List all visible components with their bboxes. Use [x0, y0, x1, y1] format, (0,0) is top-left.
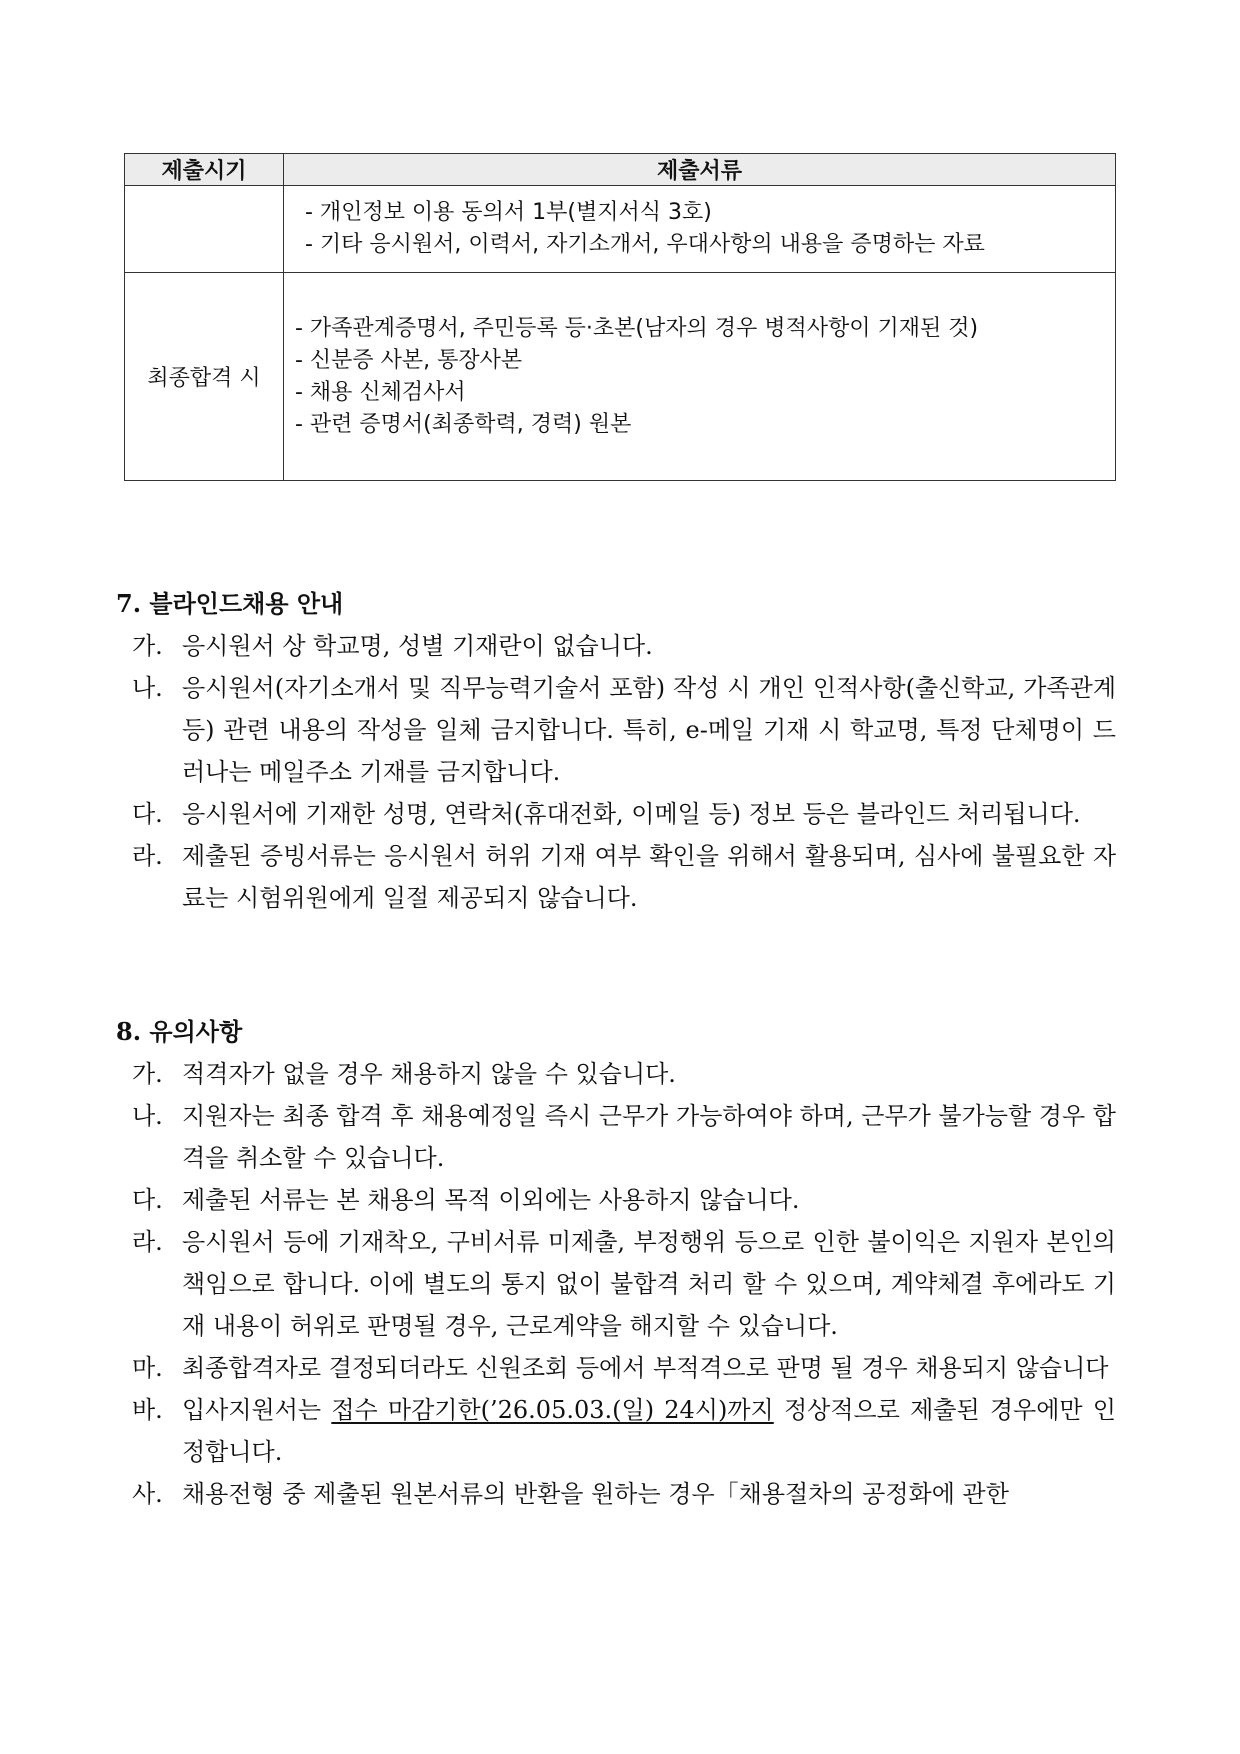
item-label: 다. [132, 800, 163, 828]
list-item [116, 793, 1116, 835]
document-item: - 관련 증명서(최종학력, 경력) 원본 [295, 411, 632, 437]
document-item: - 채용 신체검사서 [295, 379, 466, 405]
list-item [116, 1221, 1116, 1347]
row-document-list [284, 186, 1116, 273]
item-text: 응시원서(자기소개서 및 직무능력기술서 포함) 작성 시 개인 인적사항(출신학교, 가족관계 등) 관련 내용의 작성을 일체 금지합니다. 특히, e-메일 기재 시 학교명, 특정 단체명이 드러나는 메일주소 기재를 금지합니다. [182, 674, 1116, 786]
item-text: 지원자는 최종 합격 후 채용예정일 즉시 근무가 가능하여야 하며, 근무가 불가능할 경우 합격을 취소할 수 있습니다. [182, 1102, 1116, 1172]
list-item [116, 1095, 1116, 1179]
item-text-post: 정상적으로 제출된 경우에만 인정합니다. [182, 1396, 1116, 1466]
item-label: 나. [132, 1102, 163, 1130]
item-label: 가. [132, 1060, 163, 1088]
item-text: 응시원서에 기재한 성명, 연락처(휴대전화, 이메일 등) 정보 등은 블라인드 처리됩니다. [182, 800, 1081, 828]
item-label: 사. [132, 1480, 163, 1508]
submission-documents-table [124, 153, 1116, 481]
list-item [116, 1389, 1116, 1473]
list-item [116, 1179, 1116, 1221]
list-item [116, 1347, 1116, 1389]
item-text: 채용전형 중 제출된 원본서류의 반환을 원하는 경우「채용절차의 공정화에 관한 [182, 1480, 1009, 1508]
row-submission-time [125, 186, 284, 273]
item-label: 바. [132, 1396, 163, 1424]
row-submission-time: 최종합격 시 [125, 273, 284, 481]
list-item [116, 1053, 1116, 1095]
section-precautions [116, 1011, 1116, 1515]
header-submission-time: 제출시기 [125, 154, 284, 186]
item-label: 마. [132, 1354, 163, 1382]
deadline-underlined-text: 접수 마감기한(’26.05.03.(일) 24시)까지 [331, 1396, 774, 1424]
item-text: 응시원서 상 학교명, 성별 기재란이 없습니다. [182, 632, 653, 660]
section-title: 7. 블라인드채용 안내 [116, 589, 344, 618]
list-item [116, 1473, 1116, 1515]
section-title: 8. 유의사항 [116, 1017, 243, 1046]
item-label: 다. [132, 1186, 163, 1214]
item-text: 최종합격자로 결정되더라도 신원조회 등에서 부적격으로 판명 될 경우 채용되지 않습니다 [182, 1354, 1109, 1382]
document-item: - 가족관계증명서, 주민등록 등·초본(남자의 경우 병적사항이 기재된 것) [295, 315, 979, 341]
document-item: - 신분증 사본, 통장사본 [295, 347, 523, 373]
table-row [125, 273, 1116, 481]
item-text: 제출된 서류는 본 채용의 목적 이외에는 사용하지 않습니다. [182, 1186, 800, 1214]
row-document-list [284, 273, 1116, 481]
item-text-pre: 입사지원서는 [182, 1396, 332, 1424]
section-blind-hiring [116, 583, 1116, 919]
item-text: 제출된 증빙서류는 응시원서 허위 기재 여부 확인을 위해서 활용되며, 심사에 불필요한 자료는 시험위원에게 일절 제공되지 않습니다. [182, 842, 1116, 912]
list-item [116, 667, 1116, 793]
table-header-row [125, 154, 1116, 186]
header-submission-documents: 제출서류 [284, 154, 1116, 186]
list-item [116, 625, 1116, 667]
item-label: 가. [132, 632, 163, 660]
document-item: - 개인정보 이용 동의서 1부(별지서식 3호) [305, 200, 712, 225]
item-text: 응시원서 등에 기재착오, 구비서류 미제출, 부정행위 등으로 인한 불이익은 지원자 본인의 책임으로 합니다. 이에 별도의 통지 없이 불합격 처리 할 수 있으며, 계약체결 후에라도 기재 내용이 허위로 판명될 경우, 근로계약을 해지할 수 있습니다. [182, 1228, 1116, 1340]
item-label: 라. [132, 1228, 163, 1256]
item-text: 적격자가 없을 경우 채용하지 않을 수 있습니다. [182, 1060, 676, 1088]
document-item: - 기타 응시원서, 이력서, 자기소개서, 우대사항의 내용을 증명하는 자료 [305, 232, 985, 257]
list-item [116, 835, 1116, 919]
item-text [182, 1389, 1116, 1473]
item-label: 라. [132, 842, 163, 870]
item-label: 나. [132, 674, 163, 702]
table-row [125, 186, 1116, 273]
